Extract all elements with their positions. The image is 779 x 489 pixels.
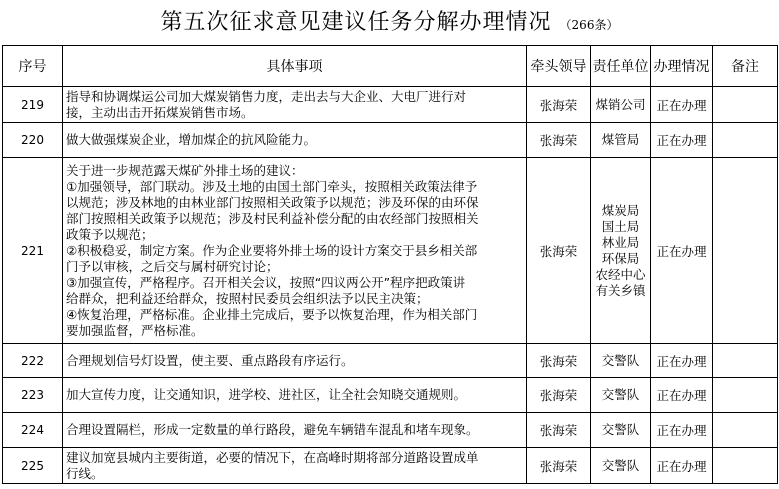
row-content: 建议加宽县城内主要街道，必要的情况下，在高峰时期将部分道路设置成单 行线。 (63, 448, 527, 484)
row-status: 正在办理 (651, 378, 713, 413)
row-no: 222 (3, 344, 63, 378)
table-row (3, 448, 778, 484)
row-unit: 交警队 (591, 344, 651, 378)
table-row (3, 158, 778, 344)
table-row (3, 413, 778, 448)
row-status: 正在办理 (651, 87, 713, 123)
header-no: 序号 (3, 46, 63, 87)
row-no: 225 (3, 448, 63, 484)
header-leader: 牵头领导 (527, 46, 591, 87)
row-no: 224 (3, 413, 63, 448)
row-content: 做大做强煤炭企业，增加煤企的抗风险能力。 (63, 123, 527, 158)
row-remark (713, 413, 778, 448)
row-status: 正在办理 (651, 123, 713, 158)
row-status: 正在办理 (651, 344, 713, 378)
row-leader: 张海荣 (527, 413, 591, 448)
table-row (3, 123, 778, 158)
row-leader: 张海荣 (527, 123, 591, 158)
row-status: 正在办理 (651, 413, 713, 448)
header-remark: 备注 (713, 46, 778, 87)
row-leader: 张海荣 (527, 158, 591, 344)
row-leader: 张海荣 (527, 378, 591, 413)
row-remark (713, 158, 778, 344)
row-leader: 张海荣 (527, 448, 591, 484)
table-row (3, 87, 778, 123)
page-title: 第五次征求意见建议任务分解办理情况 (160, 10, 552, 35)
row-no: 220 (3, 123, 63, 158)
header-row (3, 46, 778, 87)
task-table (2, 45, 778, 484)
row-unit: 煤销公司 (591, 87, 651, 123)
row-leader: 张海荣 (527, 87, 591, 123)
row-leader: 张海荣 (527, 344, 591, 378)
row-content: 关于进一步规范露天煤矿外排土场的建议： ①加强领导，部门联动。涉及土地的由国土部门牵头，按照相关政策法律予 以规范；涉及林地的由林业部门按照相关政策予以规范；涉及环保的由环保 部门按照相关政策予以规范；涉及村民利益补偿分配的由农经部门按照相关 政策予以规范； ②积极稳妥，制定方案。作为企业要将外排土场的设计方案交于县乡相关部 门予以审核，之后交与属村研究讨论； ③加强宣传，严格程序。召开相关会议，按照“四议两公开”程序把政策讲 给群众，把利益还给群众，按照村民委员会组织法予以民主决策； ④恢复治理，严格标准。企业排土完成后，要予以恢复治理，作为相关部门 要加强监督，严格标准。 (63, 158, 527, 344)
header-status: 办理情况 (651, 46, 713, 87)
row-unit: 交警队 (591, 448, 651, 484)
row-status: 正在办理 (651, 448, 713, 484)
row-unit: 煤炭局 国土局 林业局 环保局 农经中心 有关乡镇 (591, 158, 651, 344)
table-row (3, 378, 778, 413)
row-remark (713, 448, 778, 484)
row-status: 正在办理 (651, 158, 713, 344)
row-remark (713, 344, 778, 378)
row-unit: 交警队 (591, 413, 651, 448)
header-unit: 责任单位 (591, 46, 651, 87)
header-content: 具体事项 (63, 46, 527, 87)
table-row (3, 344, 778, 378)
row-remark (713, 378, 778, 413)
row-unit: 煤管局 (591, 123, 651, 158)
row-unit: 交警队 (591, 378, 651, 413)
row-remark (713, 87, 778, 123)
row-content: 加大宣传力度，让交通知识，进学校、进社区，让全社会知晓交通规则。 (63, 378, 527, 413)
row-no: 219 (3, 87, 63, 123)
row-content: 指导和协调煤运公司加大煤炭销售力度，走出去与大企业、大电厂进行对 接，主动出击开拓煤炭销售市场。 (63, 87, 527, 123)
row-content: 合理设置隔栏，形成一定数量的单行路段，避免车辆错车混乱和堵车现象。 (63, 413, 527, 448)
title-bar (0, 4, 779, 42)
item-count: （266条） (559, 18, 619, 32)
row-no: 221 (3, 158, 63, 344)
row-no: 223 (3, 378, 63, 413)
row-remark (713, 123, 778, 158)
row-content: 合理规划信号灯设置，使主要、重点路段有序运行。 (63, 344, 527, 378)
